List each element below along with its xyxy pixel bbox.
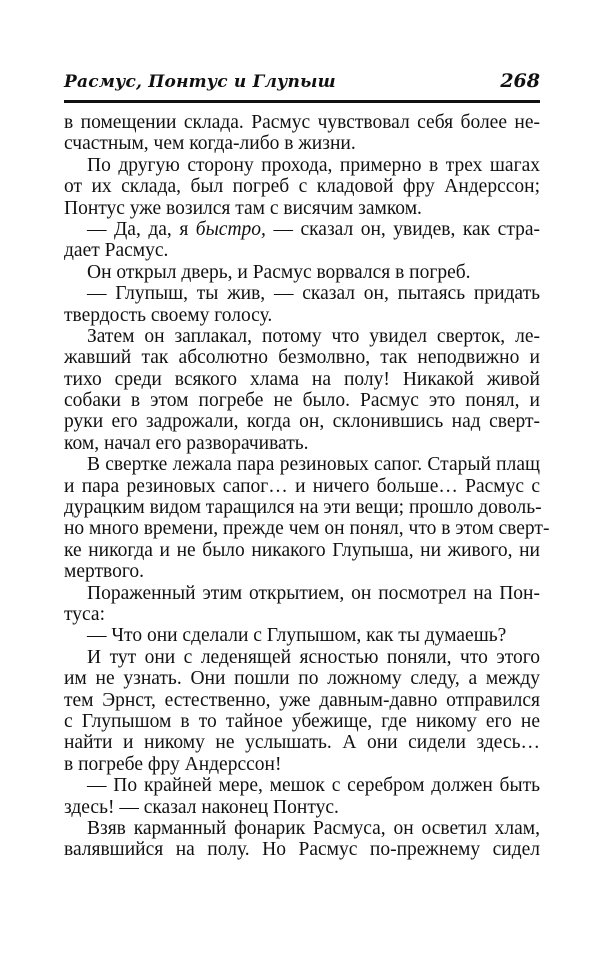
text-line: найти и никому не услышать. А они сидели здесь… [64,732,540,754]
paragraph [64,155,540,219]
text-line: — Глупыш, ты жив, — сказал он, пытаясь придать [87,283,540,305]
header-rule [64,100,540,103]
text-line: ке никогда и не было никакого Глупыша, ни живого, ни [64,539,540,561]
text-line: И тут они с леденящей ясностью поняли, что этого [87,646,540,668]
paragraph [64,326,540,454]
text-line: Он открыл дверь, и Расмус ворвался в погреб. [87,261,471,283]
paragraph [64,262,540,283]
italic-text: быстро, [195,218,266,240]
text-line: Взяв карманный фонарик Расмуса, он осветил хлам, [87,817,540,839]
text-line: но много времени, прежде чем он понял, что в этом сверт- [64,518,550,540]
text-line: Понтус уже возился там с висячим замком. [64,197,422,219]
paragraph [64,283,540,326]
book-title: Расмус, Понтус и Глупыш [64,72,336,92]
text-segment: — сказал он, увидев, как стра- [265,218,540,240]
text-line: валявшийся на полу. Но Расмус по-прежнему сидел [64,839,540,861]
text-line: в погребе фру Андерссон! [64,753,282,775]
paragraph [64,583,540,626]
paragraph [64,818,540,861]
paragraph [64,454,550,583]
text-line: твердость своему голосу. [64,304,273,326]
text-line: По другую сторону прохода, примерно в трех шагах [87,154,540,176]
text-segment: — Да, да, я [87,218,196,240]
text-line: мертвого. [64,561,144,583]
paragraph [64,112,540,155]
text-line: от их склада, был погреб с кладовой фру Андерссон; [64,176,540,198]
text-line: им не узнать. Они пошли по ложному следу, а между [64,668,540,690]
text-line: туса: [64,603,105,625]
text-line: жавший так абсолютно безмолвно, так неподвижно и [64,347,540,369]
text-line: собаки в этом погребе не было. Расмус это понял, и [64,390,540,412]
text-line: руки его задрожали, когда он, склонившись над сверт- [64,411,540,433]
text-line: здесь! — сказал наконец Понтус. [64,796,339,818]
text-line: в помещении склада. Расмус чувствовал себя более не- [64,112,540,133]
paragraph [64,775,540,818]
paragraph [64,625,540,646]
paragraph [64,219,540,262]
running-header [64,68,540,98]
paragraph [64,647,540,775]
text-line: В свертке лежала пара резиновых сапог. Старый плащ [87,454,540,476]
text-line: с Глупышом в то тайное убежище, где никому его не [64,710,540,732]
text-line: — По крайней мере, мешок с серебром должен быть [87,775,540,797]
page-number: 268 [500,70,540,92]
text-line: дурацким видом таращился на эти вещи; прошло доволь- [64,497,542,519]
text-line: ком, начал его разворачивать. [64,432,309,454]
text-line: тем Эрнст, естественно, уже давным-давно отправился [64,689,540,711]
text-line: — Что они сделали с Глупышом, как ты думаешь? [87,625,507,647]
page-body [64,112,550,861]
text-line: дает Расмус. [64,240,169,262]
text-line [64,219,540,240]
text-line: Пораженный этим открытием, он посмотрел на Пон- [87,582,540,604]
text-line: тихо среди всякого хлама на полу! Никакой живой [64,368,540,390]
text-line: и пара резиновых сапог… и ничего больше… Расмус с [64,475,540,497]
text-line: счастным, чем когда-либо в жизни. [64,133,356,155]
text-line: Затем он заплакал, потому что увидел сверток, ле- [87,325,540,347]
